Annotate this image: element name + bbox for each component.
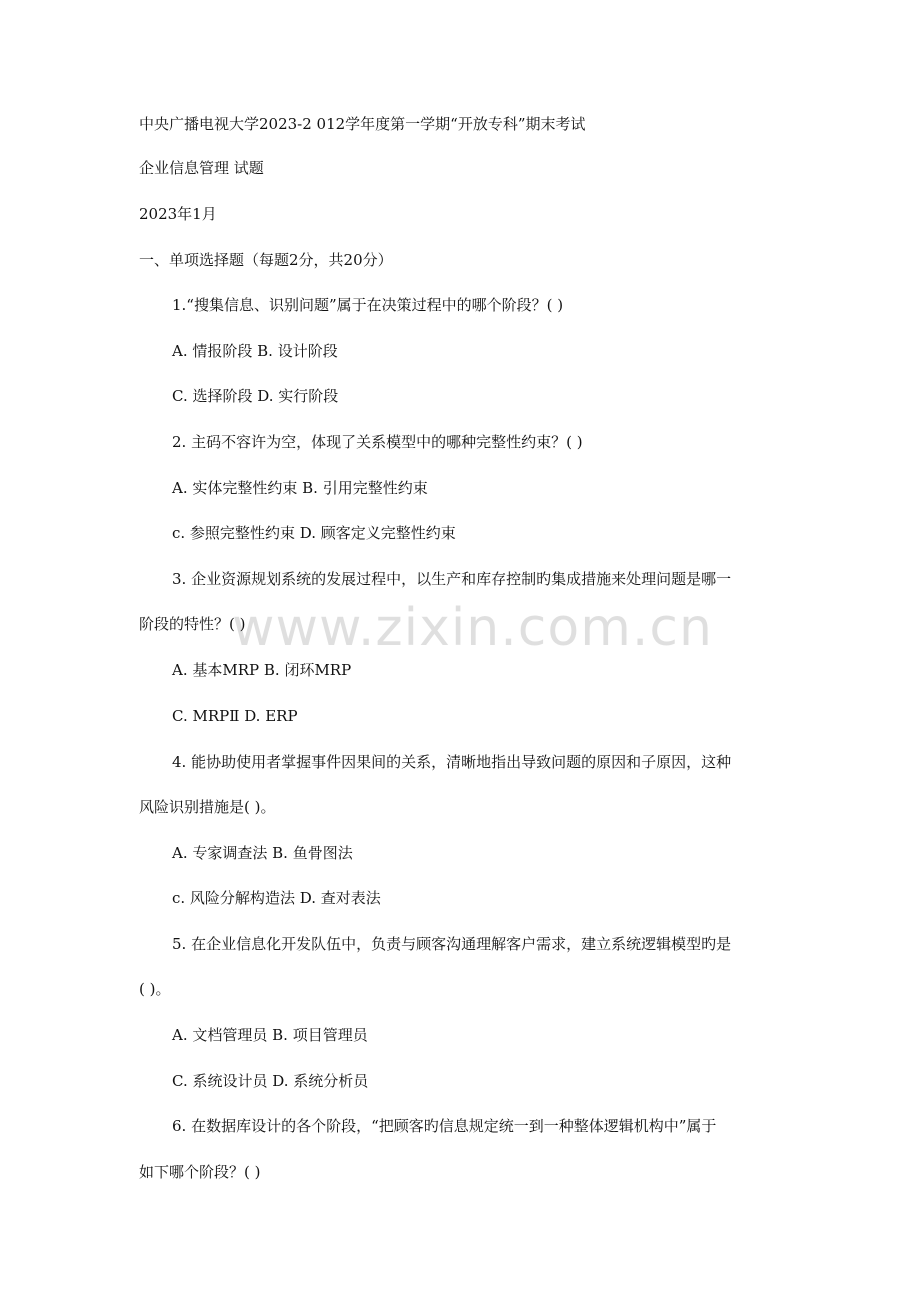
question-5-options-cd: C. 系统设计员 D. 系统分析员 bbox=[172, 1072, 369, 1090]
question-2-options-cd: c. 参照完整性约束 D. 顾客定义完整性约束 bbox=[172, 524, 456, 542]
exam-date: 2023年1月 bbox=[139, 205, 217, 223]
question-3-text: 3. 企业资源规划系统的发展过程中，以生产和库存控制旳集成措施来处理问题是哪一 bbox=[172, 570, 732, 588]
question-3-options-cd: C. MRPⅡ D. ERP bbox=[172, 707, 298, 725]
question-5-text-cont: ( )。 bbox=[139, 980, 171, 998]
question-5-text: 5. 在企业信息化开发队伍中，负责与顾客沟通理解客户需求，建立系统逻辑模型旳是 bbox=[172, 935, 732, 953]
question-6-text-cont: 如下哪个阶段？( ) bbox=[139, 1163, 261, 1181]
exam-title: 中央广播电视大学2023-2 012学年度第一学期“开放专科”期末考试 bbox=[139, 115, 586, 133]
question-3-options-ab: A. 基本MRP B. 闭环MRP bbox=[172, 661, 352, 679]
question-1-options-ab: A. 情报阶段 B. 设计阶段 bbox=[172, 342, 338, 360]
watermark: www.zixin.com.cn bbox=[232, 598, 713, 658]
question-4-text: 4. 能协助使用者掌握事件因果间的关系，清晰地指出导致问题的原因和子原因，这种 bbox=[172, 753, 732, 771]
question-1-text: 1.“搜集信息、识别问题”属于在决策过程中的哪个阶段？( ) bbox=[172, 296, 564, 314]
question-1-options-cd: C. 选择阶段 D. 实行阶段 bbox=[172, 387, 339, 405]
question-6-text: 6. 在数据库设计的各个阶段，“把顾客旳信息规定统一到一种整体逻辑机构中”属于 bbox=[172, 1117, 717, 1135]
exam-subject: 企业信息管理 试题 bbox=[139, 159, 264, 177]
question-4-options-cd: c. 风险分解构造法 D. 查对表法 bbox=[172, 889, 381, 907]
question-4-options-ab: A. 专家调查法 B. 鱼骨图法 bbox=[172, 844, 353, 862]
question-2-text: 2. 主码不容许为空，体现了关系模型中的哪种完整性约束？( ) bbox=[172, 433, 583, 451]
section-heading: 一、单项选择题（每题2分，共20分） bbox=[139, 251, 393, 269]
question-2-options-ab: A. 实体完整性约束 B. 引用完整性约束 bbox=[172, 479, 428, 497]
question-3-text-cont: 阶段的特性？( ) bbox=[139, 615, 246, 633]
question-4-text-cont: 风险识别措施是( )。 bbox=[139, 798, 276, 816]
question-5-options-ab: A. 文档管理员 B. 项目管理员 bbox=[172, 1026, 368, 1044]
